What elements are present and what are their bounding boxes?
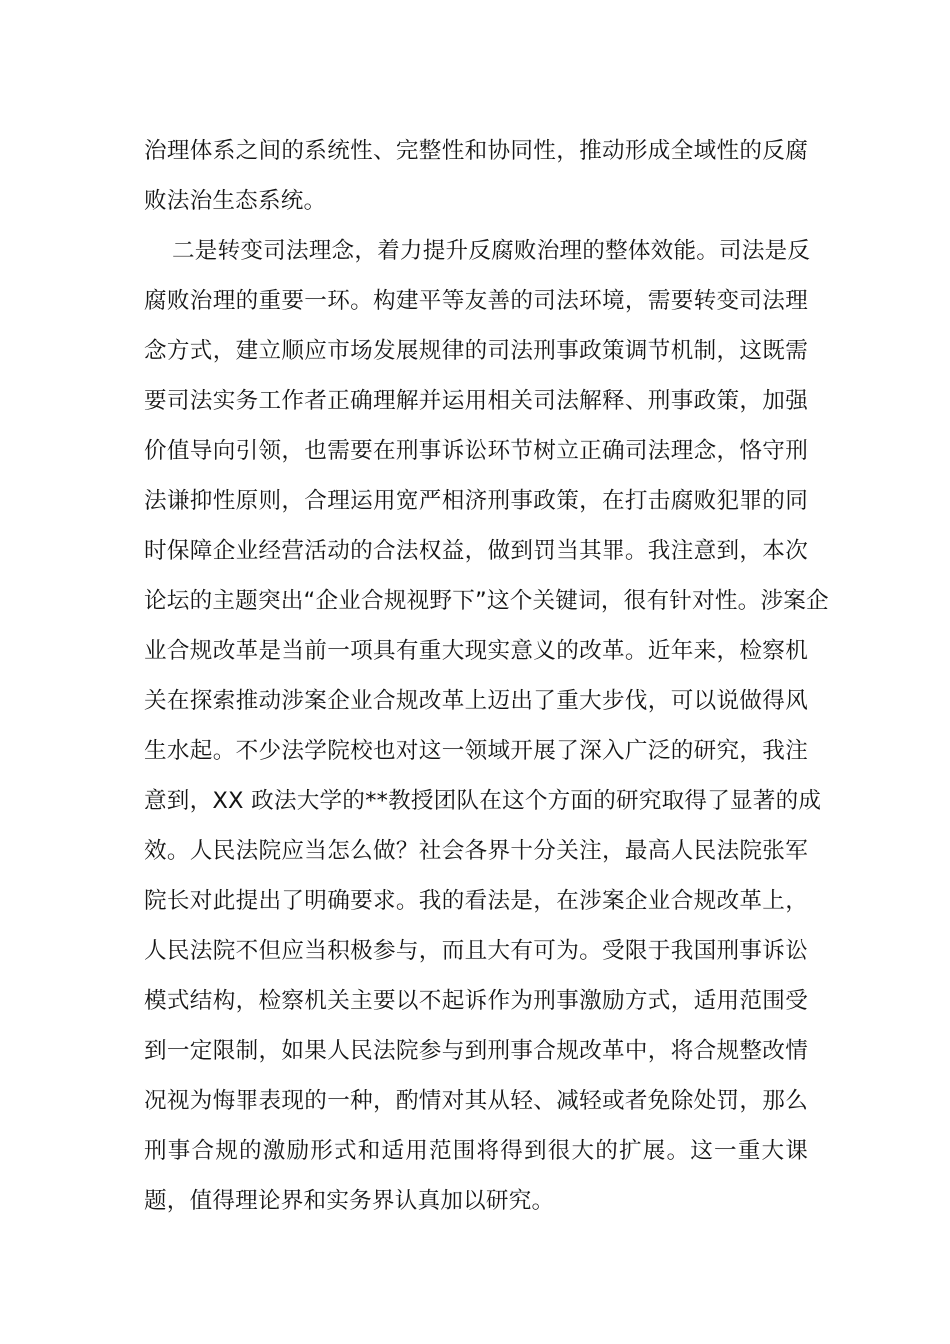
text-line: 况视为悔罪表现的一种，酌情对其从轻、减轻或者免除处罚，那么 <box>144 1088 808 1114</box>
paragraph-2 <box>144 226 829 1226</box>
text-line: 念方式，建立顺应市场发展规律的司法刑事政策调节机制，这既需 <box>144 338 808 364</box>
text-line: 题，值得理论界和实务界认真加以研究。 <box>144 1188 555 1214</box>
text-line: 时保障企业经营活动的合法权益，做到罚当其罪。我注意到，本次 <box>144 538 808 564</box>
text-line: 人民法院不但应当积极参与，而且大有可为。受限于我国刑事诉讼 <box>144 938 808 964</box>
paragraph-1 <box>144 126 808 226</box>
text-line: 要司法实务工作者正确理解并运用相关司法解释、刑事政策，加强 <box>144 388 808 414</box>
text-line: 模式结构，检察机关主要以不起诉作为刑事激励方式，适用范围受 <box>144 988 808 1014</box>
text-line: 价值导向引领，也需要在刑事诉讼环节树立正确司法理念，恪守刑 <box>144 438 808 464</box>
text-line: 业合规改革是当前一项具有重大现实意义的改革。近年来，检察机 <box>144 638 808 664</box>
text-line: 生水起。不少法学院校也对这一领域开展了深入广泛的研究，我注 <box>144 738 808 764</box>
text-line: 腐败治理的重要一环。构建平等友善的司法环境，需要转变司法理 <box>144 288 808 314</box>
text-line: 二是转变司法理念，着力提升反腐败治理的整体效能。司法是反 <box>172 238 811 264</box>
text-line: 意到，XX 政法大学的**教授团队在这个方面的研究取得了显著的成 <box>144 788 822 814</box>
text-line: 治理体系之间的系统性、完整性和协同性，推动形成全域性的反腐 <box>144 138 808 164</box>
text-line: 院长对此提出了明确要求。我的看法是，在涉案企业合规改革上， <box>144 888 808 914</box>
text-line: 刑事合规的激励形式和适用范围将得到很大的扩展。这一重大课 <box>144 1138 808 1164</box>
text-line: 效。人民法院应当怎么做？社会各界十分关注，最高人民法院张军 <box>144 838 808 864</box>
text-line: 败法治生态系统。 <box>144 188 327 214</box>
text-line: 关在探索推动涉案企业合规改革上迈出了重大步伐，可以说做得风 <box>144 688 808 714</box>
text-line: 法谦抑性原则，合理运用宽严相济刑事政策，在打击腐败犯罪的同 <box>144 488 808 514</box>
text-line: 到一定限制，如果人民法院参与到刑事合规改革中，将合规整改情 <box>144 1038 808 1064</box>
text-line: 论坛的主题突出“企业合规视野下”这个关键词，很有针对性。涉案企 <box>144 588 829 614</box>
